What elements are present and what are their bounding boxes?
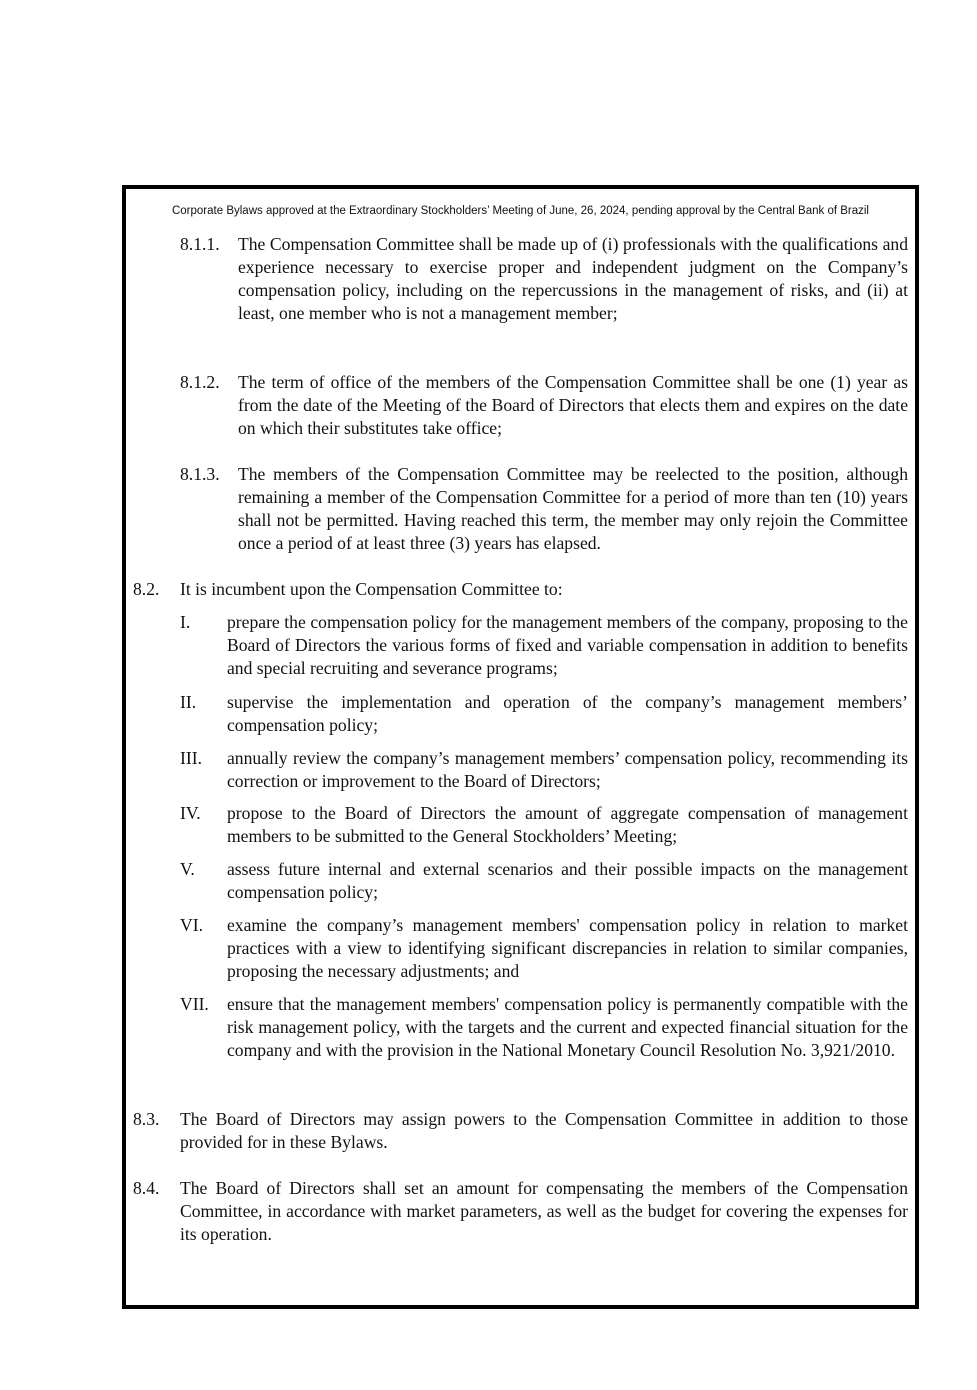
item-numeral: I. [180, 612, 191, 632]
item-text: examine the company’s management members' compensation policy in relation to market practices with a view to identifying significant discrepancies in relation to similar companies, proposing the necessary adjustments; and [227, 915, 908, 981]
list-item-v [180, 858, 908, 904]
list-item-i [180, 611, 908, 680]
item-numeral: V. [180, 859, 195, 879]
clause-number: 8.2. [133, 579, 160, 599]
clause-number: 8.1.3. [180, 464, 220, 484]
item-numeral: VII. [180, 994, 209, 1014]
item-text: annually review the company’s management members’ compensation policy, recommending its correction or improvement to the Board of Directors; [227, 748, 908, 791]
clause-number: 8.1.1. [180, 234, 220, 254]
clause-8-4 [133, 1177, 908, 1246]
item-text: supervise the implementation and operation of the company’s management members’ compensation policy; [227, 692, 908, 735]
item-text: prepare the compensation policy for the management members of the company, proposing to the Board of Directors the various forms of fixed and variable compensation in addition to benefits and special recruiting and severance programs; [227, 612, 908, 678]
clause-text: The Board of Directors may assign powers to the Compensation Committee in addition to those provided for in these Bylaws. [180, 1109, 908, 1152]
item-numeral: II. [180, 692, 197, 712]
item-text: ensure that the management members' compensation policy is permanently compatible with the risk management policy, with the targets and the current and expected financial situation for the company and with the provision in the National Monetary Council Resolution No. 3,921/2010. [227, 994, 908, 1060]
clause-8-1-2 [180, 371, 908, 440]
list-item-ii [180, 691, 908, 737]
clause-text: The Board of Directors shall set an amount for compensating the members of the Compensation Committee, in accordance with market parameters, as well as the budget for covering the expenses for its operation. [180, 1178, 908, 1244]
list-item-vii [180, 993, 908, 1062]
item-numeral: VI. [180, 915, 203, 935]
clause-8-3 [133, 1108, 908, 1154]
clause-8-1-3 [180, 463, 908, 555]
item-numeral: IV. [180, 803, 201, 823]
clause-text: The term of office of the members of the Compensation Committee shall be one (1) year as from the date of the Meeting of the Board of Directors that elects them and expires on the date on which their substitutes take office; [238, 372, 908, 438]
page-border-frame [122, 185, 919, 1309]
item-numeral: III. [180, 748, 202, 768]
clause-number: 8.3. [133, 1109, 160, 1129]
list-item-iv [180, 802, 908, 848]
clause-number: 8.1.2. [180, 372, 220, 392]
clause-text: It is incumbent upon the Compensation Committee to: [180, 579, 563, 599]
clause-text: The members of the Compensation Committee may be reelected to the position, although remaining a member of the Compensation Committee for a period of more than ten (10) years shall not be permitted. Having reached this term, the member may only rejoin the Committee once a period of at least three (3) years has elapsed. [238, 464, 908, 553]
clause-8-2 [133, 578, 908, 601]
clause-8-1-1 [180, 233, 908, 325]
list-item-vi [180, 914, 908, 983]
clause-text: The Compensation Committee shall be made up of (i) professionals with the qualifications and experience necessary to exercise proper and independent judgment on the Company’s compensation policy, including on the repercussions in the management of risks, and (ii) at least, one member who is not a management member; [238, 234, 908, 323]
item-text: propose to the Board of Directors the amount of aggregate compensation of management members to be submitted to the General Stockholders’ Meeting; [227, 803, 908, 846]
page-header: Corporate Bylaws approved at the Extraordinary Stockholders’ Meeting of June, 26, 2024, pending approval by the Central Bank of Brazil [171, 205, 869, 217]
item-text: assess future internal and external scenarios and their possible impacts on the management compensation policy; [227, 859, 908, 902]
clause-number: 8.4. [133, 1178, 160, 1198]
list-item-iii [180, 747, 908, 793]
